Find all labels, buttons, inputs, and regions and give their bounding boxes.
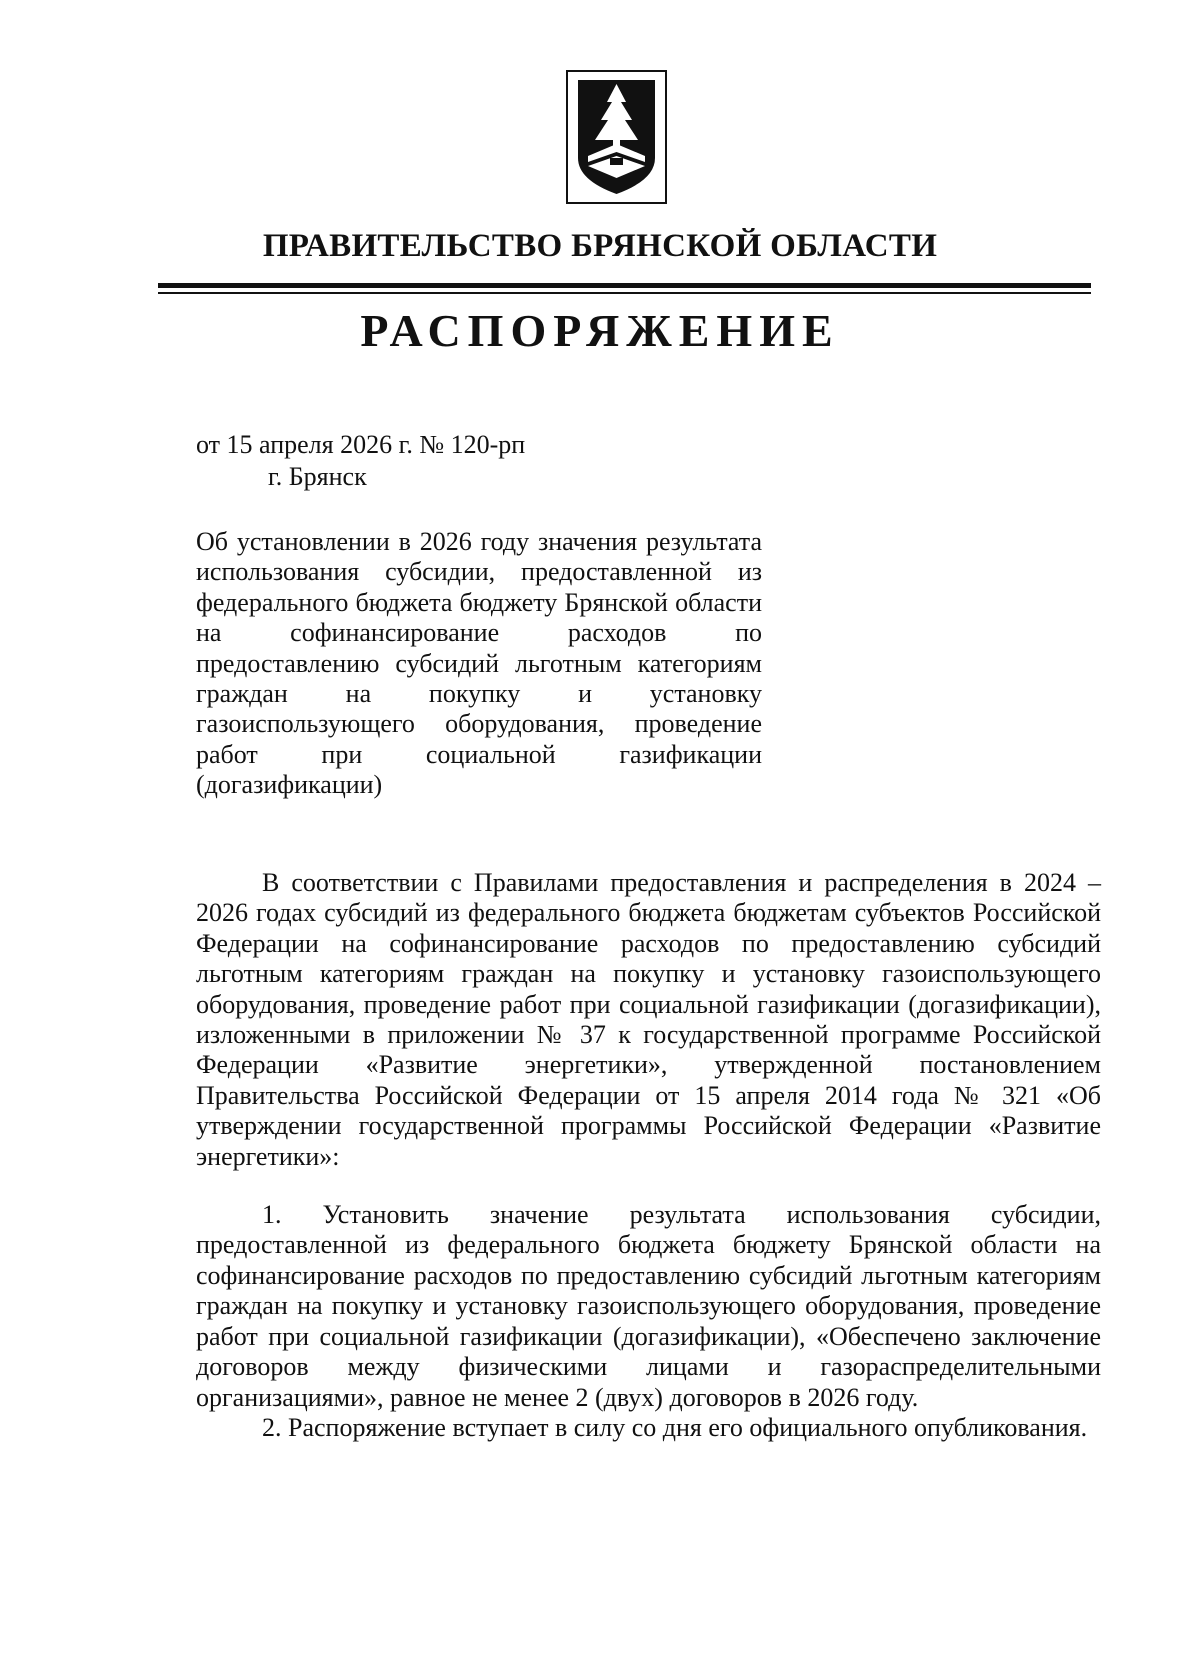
org-title: ПРАВИТЕЛЬСТВО БРЯНСКОЙ ОБЛАСТИ bbox=[262, 228, 938, 264]
coat-of-arms-icon bbox=[566, 70, 667, 204]
document-subject: Об установлении в 2026 году значения результата использования субсидии, предоставленной из федерального бюджета бюджету Брянской области на софинансирование расходов по предоставлению субсидий льготным категориям граждан на покупку и установку газоиспользующего оборудования, проведение работ при социальной газификации (догазификации) bbox=[196, 527, 762, 800]
header-rule-thin bbox=[158, 292, 1091, 294]
item-2-paragraph: 2. Распоряжение вступает в силу со дня его официального опубликования. bbox=[262, 1412, 1088, 1442]
document-body bbox=[196, 868, 1101, 1443]
document-city: г. Брянск bbox=[268, 462, 367, 491]
document-type: РАСПОРЯЖЕНИЕ bbox=[360, 305, 840, 356]
preamble-paragraph: В соответствии с Правилами предоставления и распределения в 2024 – 2026 годах субсидий из федерального бюджета бюджетам субъектов Российской Федерации на софинансирование расходов по предоставлению субсидий льготным категориям граждан на покупку и установку газоиспользующего оборудования, проведение работ при социальной газификации (догазификации), изложенными в приложении № 37 к государственной программе Российской Федерации «Развитие энергетики», утвержденной постановлением Правительства Российской Федерации от 15 апреля 2014 года № 321 «Об утверждении государственной программы Российской Федерации «Развитие энергетики»: bbox=[196, 868, 1101, 1171]
header-rule-thick bbox=[158, 283, 1091, 288]
item-1-paragraph: 1. Установить значение результата использования субсидии, предоставленной из федерального бюджета бюджету Брянской области на софинансирование расходов по предоставлению субсидий льготным категориям граждан на покупку и установку газоиспользующего оборудования, проведение работ при социальной газификации (догазификации), «Обеспечено заключение договоров между физическими лицами и газораспределительными организациями», равное не менее 2 (двух) договоров в 2026 году. bbox=[196, 1200, 1101, 1412]
document-date-number: от 15 апреля 2026 г. № 120-рп bbox=[196, 430, 526, 459]
